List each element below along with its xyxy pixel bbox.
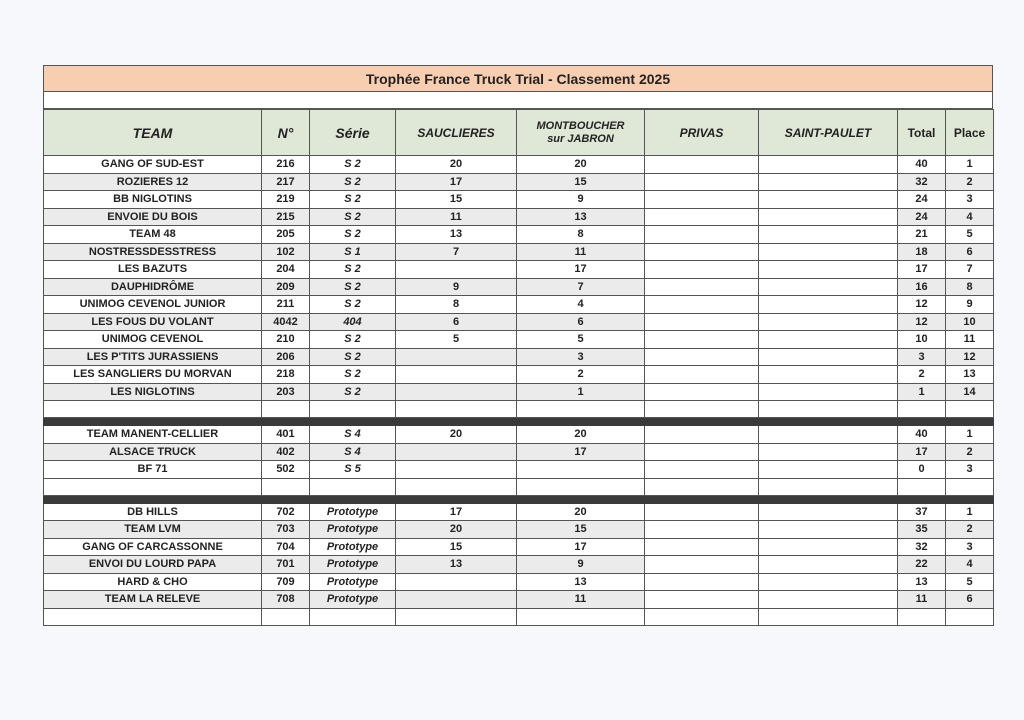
cell-place: 7 xyxy=(946,261,994,279)
cell-montboucher: 9 xyxy=(517,556,645,574)
table-row xyxy=(44,348,994,366)
section-separator xyxy=(44,418,994,426)
cell-total: 40 xyxy=(898,426,946,444)
gap-row xyxy=(44,608,994,625)
cell-saint-paulet xyxy=(759,278,898,296)
cell-place: 10 xyxy=(946,313,994,331)
cell-num: 704 xyxy=(262,538,310,556)
cell-sauclieres: 15 xyxy=(396,191,517,209)
cell-sauclieres xyxy=(396,591,517,609)
cell-team: UNIMOG CEVENOL JUNIOR xyxy=(44,296,262,314)
col-header-montboucher-line2: sur JABRON xyxy=(547,132,614,145)
cell-privas xyxy=(645,331,759,349)
cell-privas xyxy=(645,443,759,461)
cell-team: BF 71 xyxy=(44,461,262,479)
cell-place: 2 xyxy=(946,521,994,539)
gap-cell xyxy=(310,401,396,418)
col-header-serie: Série xyxy=(310,110,396,156)
cell-saint-paulet xyxy=(759,208,898,226)
cell-privas xyxy=(645,208,759,226)
cell-saint-paulet xyxy=(759,296,898,314)
cell-sauclieres: 20 xyxy=(396,426,517,444)
cell-num: 709 xyxy=(262,573,310,591)
cell-sauclieres: 15 xyxy=(396,538,517,556)
cell-total: 22 xyxy=(898,556,946,574)
col-header-total: Total xyxy=(898,110,946,156)
cell-saint-paulet xyxy=(759,226,898,244)
table-row xyxy=(44,208,994,226)
cell-team: TEAM LVM xyxy=(44,521,262,539)
gap-row xyxy=(44,401,994,418)
cell-serie: S 2 xyxy=(310,366,396,384)
cell-total: 32 xyxy=(898,173,946,191)
cell-serie: S 2 xyxy=(310,383,396,401)
standings-table xyxy=(43,109,994,626)
cell-saint-paulet xyxy=(759,383,898,401)
cell-total: 1 xyxy=(898,383,946,401)
cell-team: ENVOIE DU BOIS xyxy=(44,208,262,226)
cell-sauclieres xyxy=(396,366,517,384)
cell-serie: S 4 xyxy=(310,426,396,444)
cell-serie: Prototype xyxy=(310,573,396,591)
gap-cell xyxy=(262,401,310,418)
cell-saint-paulet xyxy=(759,173,898,191)
table-row xyxy=(44,503,994,521)
gap-cell xyxy=(44,401,262,418)
table-row xyxy=(44,426,994,444)
cell-team: NOSTRESSDESSTRESS xyxy=(44,243,262,261)
cell-serie: Prototype xyxy=(310,591,396,609)
cell-team: LES SANGLIERS DU MORVAN xyxy=(44,366,262,384)
cell-serie: S 4 xyxy=(310,443,396,461)
cell-privas xyxy=(645,243,759,261)
cell-montboucher: 20 xyxy=(517,503,645,521)
cell-sauclieres xyxy=(396,348,517,366)
separator-bar xyxy=(44,495,994,503)
title-spacer xyxy=(43,92,993,109)
cell-saint-paulet xyxy=(759,573,898,591)
gap-cell xyxy=(396,608,517,625)
cell-montboucher: 1 xyxy=(517,383,645,401)
col-header-privas: PRIVAS xyxy=(645,110,759,156)
cell-montboucher: 15 xyxy=(517,173,645,191)
cell-privas xyxy=(645,461,759,479)
table-row xyxy=(44,173,994,191)
cell-saint-paulet xyxy=(759,556,898,574)
cell-num: 210 xyxy=(262,331,310,349)
cell-total: 12 xyxy=(898,313,946,331)
col-header-place: Place xyxy=(946,110,994,156)
cell-sauclieres xyxy=(396,573,517,591)
cell-place: 1 xyxy=(946,426,994,444)
cell-saint-paulet xyxy=(759,426,898,444)
cell-total: 24 xyxy=(898,191,946,209)
gap-cell xyxy=(946,401,994,418)
cell-sauclieres: 9 xyxy=(396,278,517,296)
table-row xyxy=(44,366,994,384)
cell-montboucher: 9 xyxy=(517,191,645,209)
table-row xyxy=(44,313,994,331)
col-header-montboucher xyxy=(517,110,645,156)
cell-montboucher: 20 xyxy=(517,156,645,174)
cell-team: LES BAZUTS xyxy=(44,261,262,279)
cell-num: 215 xyxy=(262,208,310,226)
cell-saint-paulet xyxy=(759,348,898,366)
cell-sauclieres xyxy=(396,443,517,461)
cell-num: 708 xyxy=(262,591,310,609)
cell-num: 401 xyxy=(262,426,310,444)
cell-num: 211 xyxy=(262,296,310,314)
cell-serie: S 2 xyxy=(310,226,396,244)
cell-saint-paulet xyxy=(759,503,898,521)
cell-privas xyxy=(645,573,759,591)
cell-privas xyxy=(645,173,759,191)
cell-montboucher: 2 xyxy=(517,366,645,384)
cell-privas xyxy=(645,261,759,279)
cell-place: 5 xyxy=(946,226,994,244)
cell-sauclieres xyxy=(396,261,517,279)
table-row xyxy=(44,461,994,479)
cell-montboucher: 17 xyxy=(517,261,645,279)
cell-privas xyxy=(645,366,759,384)
cell-total: 17 xyxy=(898,443,946,461)
standings-body xyxy=(44,156,994,626)
cell-privas xyxy=(645,556,759,574)
gap-cell xyxy=(44,478,262,495)
cell-total: 10 xyxy=(898,331,946,349)
cell-serie: Prototype xyxy=(310,503,396,521)
cell-team: TEAM LA RELEVE xyxy=(44,591,262,609)
table-row xyxy=(44,538,994,556)
cell-sauclieres xyxy=(396,461,517,479)
gap-cell xyxy=(262,478,310,495)
cell-montboucher: 11 xyxy=(517,591,645,609)
gap-cell xyxy=(310,608,396,625)
gap-row xyxy=(44,478,994,495)
cell-team: ENVOI DU LOURD PAPA xyxy=(44,556,262,574)
cell-sauclieres: 7 xyxy=(396,243,517,261)
gap-cell xyxy=(759,608,898,625)
cell-saint-paulet xyxy=(759,313,898,331)
gap-cell xyxy=(517,401,645,418)
cell-team: LES FOUS DU VOLANT xyxy=(44,313,262,331)
cell-num: 702 xyxy=(262,503,310,521)
cell-team: BB NIGLOTINS xyxy=(44,191,262,209)
cell-team: DAUPHIDRÔME xyxy=(44,278,262,296)
gap-cell xyxy=(946,608,994,625)
table-row xyxy=(44,261,994,279)
gap-cell xyxy=(262,608,310,625)
cell-sauclieres: 11 xyxy=(396,208,517,226)
table-row xyxy=(44,156,994,174)
gap-cell xyxy=(898,401,946,418)
cell-saint-paulet xyxy=(759,331,898,349)
cell-montboucher: 5 xyxy=(517,331,645,349)
cell-saint-paulet xyxy=(759,591,898,609)
cell-team: TEAM 48 xyxy=(44,226,262,244)
cell-privas xyxy=(645,278,759,296)
cell-num: 203 xyxy=(262,383,310,401)
cell-num: 205 xyxy=(262,226,310,244)
table-row xyxy=(44,191,994,209)
cell-team: LES NIGLOTINS xyxy=(44,383,262,401)
cell-privas xyxy=(645,503,759,521)
cell-privas xyxy=(645,591,759,609)
cell-place: 3 xyxy=(946,461,994,479)
col-header-team: TEAM xyxy=(44,110,262,156)
gap-cell xyxy=(759,478,898,495)
gap-cell xyxy=(517,478,645,495)
cell-serie: S 2 xyxy=(310,331,396,349)
cell-sauclieres: 20 xyxy=(396,521,517,539)
table-row xyxy=(44,331,994,349)
cell-total: 24 xyxy=(898,208,946,226)
cell-sauclieres: 13 xyxy=(396,226,517,244)
cell-place: 1 xyxy=(946,503,994,521)
table-row xyxy=(44,383,994,401)
cell-team: ROZIERES 12 xyxy=(44,173,262,191)
cell-privas xyxy=(645,296,759,314)
gap-cell xyxy=(645,608,759,625)
cell-total: 0 xyxy=(898,461,946,479)
cell-montboucher: 11 xyxy=(517,243,645,261)
cell-sauclieres xyxy=(396,383,517,401)
gap-cell xyxy=(396,401,517,418)
cell-place: 3 xyxy=(946,191,994,209)
cell-team: HARD & CHO xyxy=(44,573,262,591)
cell-place: 8 xyxy=(946,278,994,296)
gap-cell xyxy=(44,608,262,625)
cell-sauclieres: 5 xyxy=(396,331,517,349)
cell-num: 209 xyxy=(262,278,310,296)
cell-privas xyxy=(645,191,759,209)
gap-cell xyxy=(517,608,645,625)
cell-sauclieres: 20 xyxy=(396,156,517,174)
col-header-sauclieres: SAUCLIERES xyxy=(396,110,517,156)
cell-serie: S 2 xyxy=(310,208,396,226)
cell-num: 701 xyxy=(262,556,310,574)
cell-serie: Prototype xyxy=(310,521,396,539)
cell-total: 13 xyxy=(898,573,946,591)
cell-privas xyxy=(645,521,759,539)
cell-place: 9 xyxy=(946,296,994,314)
cell-privas xyxy=(645,426,759,444)
gap-cell xyxy=(645,478,759,495)
cell-serie: Prototype xyxy=(310,556,396,574)
cell-montboucher: 8 xyxy=(517,226,645,244)
cell-num: 219 xyxy=(262,191,310,209)
cell-montboucher: 20 xyxy=(517,426,645,444)
cell-privas xyxy=(645,156,759,174)
cell-serie: Prototype xyxy=(310,538,396,556)
cell-privas xyxy=(645,383,759,401)
cell-serie: S 1 xyxy=(310,243,396,261)
cell-place: 2 xyxy=(946,173,994,191)
separator-bar xyxy=(44,418,994,426)
cell-privas xyxy=(645,348,759,366)
cell-team: LES P'TITS JURASSIENS xyxy=(44,348,262,366)
cell-num: 703 xyxy=(262,521,310,539)
cell-total: 16 xyxy=(898,278,946,296)
cell-saint-paulet xyxy=(759,521,898,539)
cell-place: 4 xyxy=(946,556,994,574)
cell-place: 14 xyxy=(946,383,994,401)
cell-total: 18 xyxy=(898,243,946,261)
header-row xyxy=(44,110,994,156)
cell-serie: S 2 xyxy=(310,348,396,366)
cell-place: 6 xyxy=(946,591,994,609)
cell-saint-paulet xyxy=(759,261,898,279)
gap-cell xyxy=(898,608,946,625)
gap-cell xyxy=(645,401,759,418)
cell-team: GANG OF SUD-EST xyxy=(44,156,262,174)
cell-num: 4042 xyxy=(262,313,310,331)
gap-cell xyxy=(946,478,994,495)
cell-serie: S 2 xyxy=(310,156,396,174)
cell-sauclieres: 13 xyxy=(396,556,517,574)
cell-saint-paulet xyxy=(759,243,898,261)
cell-saint-paulet xyxy=(759,538,898,556)
cell-privas xyxy=(645,538,759,556)
table-row xyxy=(44,278,994,296)
cell-saint-paulet xyxy=(759,191,898,209)
table-row xyxy=(44,591,994,609)
gap-cell xyxy=(759,401,898,418)
cell-num: 218 xyxy=(262,366,310,384)
cell-total: 21 xyxy=(898,226,946,244)
cell-num: 206 xyxy=(262,348,310,366)
cell-privas xyxy=(645,226,759,244)
sheet-title: Trophée France Truck Trial - Classement 2025 xyxy=(43,65,993,92)
cell-montboucher: 7 xyxy=(517,278,645,296)
cell-total: 17 xyxy=(898,261,946,279)
cell-montboucher: 15 xyxy=(517,521,645,539)
cell-sauclieres: 8 xyxy=(396,296,517,314)
cell-montboucher: 6 xyxy=(517,313,645,331)
cell-sauclieres: 17 xyxy=(396,173,517,191)
cell-place: 12 xyxy=(946,348,994,366)
cell-place: 5 xyxy=(946,573,994,591)
cell-privas xyxy=(645,313,759,331)
cell-place: 13 xyxy=(946,366,994,384)
cell-team: ALSACE TRUCK xyxy=(44,443,262,461)
cell-montboucher: 13 xyxy=(517,573,645,591)
cell-serie: S 2 xyxy=(310,173,396,191)
cell-place: 11 xyxy=(946,331,994,349)
cell-place: 6 xyxy=(946,243,994,261)
col-header-saint-paulet: SAINT-PAULET xyxy=(759,110,898,156)
cell-total: 11 xyxy=(898,591,946,609)
cell-total: 37 xyxy=(898,503,946,521)
cell-place: 1 xyxy=(946,156,994,174)
cell-team: TEAM MANENT-CELLIER xyxy=(44,426,262,444)
cell-saint-paulet xyxy=(759,443,898,461)
cell-place: 2 xyxy=(946,443,994,461)
cell-montboucher: 3 xyxy=(517,348,645,366)
cell-serie: 404 xyxy=(310,313,396,331)
cell-serie: S 2 xyxy=(310,261,396,279)
cell-team: DB HILLS xyxy=(44,503,262,521)
col-header-number: N° xyxy=(262,110,310,156)
gap-cell xyxy=(898,478,946,495)
cell-serie: S 2 xyxy=(310,296,396,314)
cell-montboucher: 17 xyxy=(517,538,645,556)
cell-total: 3 xyxy=(898,348,946,366)
standings-sheet xyxy=(43,65,993,626)
table-row xyxy=(44,573,994,591)
cell-num: 217 xyxy=(262,173,310,191)
table-row xyxy=(44,521,994,539)
cell-total: 32 xyxy=(898,538,946,556)
table-row xyxy=(44,556,994,574)
table-row xyxy=(44,226,994,244)
cell-saint-paulet xyxy=(759,156,898,174)
cell-sauclieres: 17 xyxy=(396,503,517,521)
cell-num: 216 xyxy=(262,156,310,174)
cell-serie: S 2 xyxy=(310,191,396,209)
cell-team: GANG OF CARCASSONNE xyxy=(44,538,262,556)
cell-total: 12 xyxy=(898,296,946,314)
cell-saint-paulet xyxy=(759,461,898,479)
table-row xyxy=(44,443,994,461)
cell-team: UNIMOG CEVENOL xyxy=(44,331,262,349)
cell-place: 4 xyxy=(946,208,994,226)
col-header-montboucher-line1: MONTBOUCHER xyxy=(536,119,625,132)
cell-montboucher: 4 xyxy=(517,296,645,314)
section-separator xyxy=(44,495,994,503)
cell-montboucher: 13 xyxy=(517,208,645,226)
cell-montboucher xyxy=(517,461,645,479)
cell-total: 2 xyxy=(898,366,946,384)
cell-num: 204 xyxy=(262,261,310,279)
cell-num: 102 xyxy=(262,243,310,261)
cell-total: 40 xyxy=(898,156,946,174)
cell-place: 3 xyxy=(946,538,994,556)
cell-serie: S 2 xyxy=(310,278,396,296)
cell-num: 502 xyxy=(262,461,310,479)
cell-saint-paulet xyxy=(759,366,898,384)
table-row xyxy=(44,243,994,261)
cell-montboucher: 17 xyxy=(517,443,645,461)
cell-total: 35 xyxy=(898,521,946,539)
cell-sauclieres: 6 xyxy=(396,313,517,331)
table-row xyxy=(44,296,994,314)
cell-num: 402 xyxy=(262,443,310,461)
gap-cell xyxy=(396,478,517,495)
cell-serie: S 5 xyxy=(310,461,396,479)
gap-cell xyxy=(310,478,396,495)
